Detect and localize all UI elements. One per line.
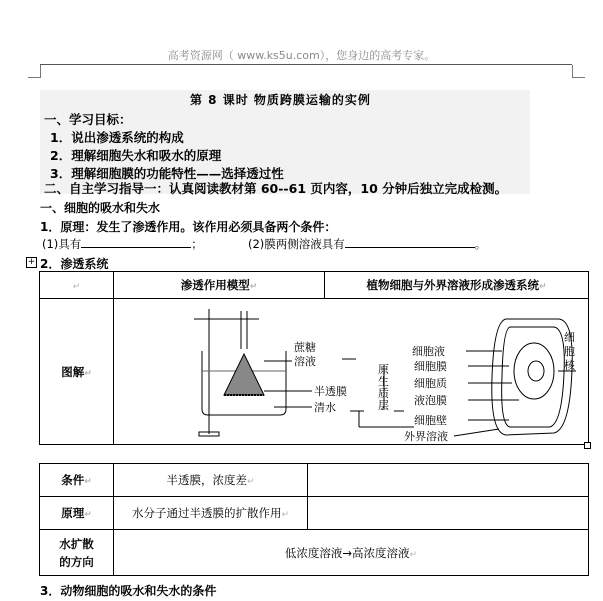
conditions-table xyxy=(39,463,589,576)
condition-1-end: ； xyxy=(191,237,203,251)
page-header: 高考资源网（ www.ks5u.com），您身边的高考专家。 xyxy=(167,49,436,62)
empty-cell-1 xyxy=(308,464,589,497)
cell-mark-icon: ↵ xyxy=(246,477,255,487)
header-osmosis-model xyxy=(114,272,325,299)
header-plant-cell-system-label: 植物细胞与外界溶液形成渗透系统 xyxy=(366,278,539,292)
row-label-direction-line1: 水扩散 xyxy=(59,536,94,551)
vacuole xyxy=(514,343,554,399)
label-layer-char-1: 原 xyxy=(378,363,389,376)
label-layer-char-4: 层 xyxy=(378,399,389,412)
condition-2 xyxy=(248,236,486,252)
condition-2-prefix: (2)膜两侧溶液具有 xyxy=(248,237,345,251)
value-condition-text: 半透膜，浓度差 xyxy=(166,473,247,487)
section1-title: 一、细胞的吸水和失水 xyxy=(40,201,161,215)
condition-2-end: 。 xyxy=(474,237,487,251)
principle-line: 1．原理：发生了渗透作用。该作用必须具备两个条件： xyxy=(40,220,337,234)
row-label-condition-text: 条件 xyxy=(61,473,85,487)
value-direction xyxy=(114,530,589,576)
header-plant-cell-system xyxy=(325,272,589,299)
label-layer-char-3: 质 xyxy=(378,387,389,400)
label-cell-sap: 细胞液 xyxy=(412,345,445,358)
condition-1-blank[interactable] xyxy=(81,237,191,248)
row-label-principle xyxy=(40,497,114,530)
row-label-direction-line2: 的方向 xyxy=(59,554,94,569)
objective-1: 1．说出渗透系统的构成 xyxy=(50,130,184,145)
label-cell-membrane: 细胞膜 xyxy=(414,360,447,373)
value-direction-text: 低浓度溶液→高浓度溶液 xyxy=(284,545,410,560)
label-semipermeable-membrane: 半透膜 xyxy=(314,385,347,398)
objectives-heading: 一、学习目标： xyxy=(44,112,132,127)
plant-cell-membrane xyxy=(502,327,565,427)
cell-mark-icon: ↵ xyxy=(409,549,418,560)
margin-corner-tr xyxy=(572,65,585,78)
nucleus xyxy=(528,361,544,381)
condition-2-blank[interactable] xyxy=(345,237,475,248)
cell-mark-icon: ↵ xyxy=(72,282,81,292)
label-nucleus-char-1: 细 xyxy=(564,331,575,344)
sugar-solution-funnel xyxy=(224,354,264,395)
lesson-title: 第 8 课时 物质跨膜运输的实例 xyxy=(190,93,371,107)
osmosis-diagram xyxy=(114,299,588,444)
osmosis-table xyxy=(39,271,589,445)
label-clear-water: 清水 xyxy=(314,401,336,414)
label-nucleus-char-2: 胞 xyxy=(564,345,575,358)
cell-mark-icon: ↵ xyxy=(84,510,92,520)
diagram-row-label xyxy=(40,299,114,445)
label-external-solution: 外界溶液 xyxy=(404,430,448,443)
item-osmotic-system: 2．渗透系统 xyxy=(40,257,109,271)
diagram-cell xyxy=(114,299,589,445)
label-vacuole-membrane: 液泡膜 xyxy=(414,394,447,407)
diagram-row-label-text: 图解 xyxy=(61,364,85,379)
label-cell-wall: 细胞壁 xyxy=(414,414,447,427)
row-label-direction xyxy=(40,530,114,576)
table1-corner-cell xyxy=(40,272,114,299)
label-nucleus-char-3: 核 xyxy=(564,359,575,372)
value-condition xyxy=(114,464,308,497)
cell-mark-icon: ↵ xyxy=(249,282,258,292)
cell-mark-icon: ↵ xyxy=(281,510,290,520)
header-rule xyxy=(40,64,572,65)
condition-1 xyxy=(42,236,203,252)
empty-cell-2 xyxy=(308,497,589,530)
objective-2: 2．理解细胞失水和吸水的原理 xyxy=(50,148,222,163)
label-cytoplasm: 细胞质 xyxy=(414,377,447,390)
cell-mark-icon: ↵ xyxy=(538,282,547,292)
margin-corner-tl xyxy=(28,65,41,78)
row-label-principle-text: 原理 xyxy=(61,506,85,520)
table-move-handle-icon[interactable]: + xyxy=(27,257,36,267)
label-sucrose: 蔗糖 xyxy=(294,341,316,354)
cell-mark-icon: ↵ xyxy=(84,368,92,379)
value-principle-text: 水分子通过半透膜的扩散作用 xyxy=(131,506,282,520)
value-principle xyxy=(114,497,308,530)
study-guide: 二、自主学习指导一：认真阅读教材第 60--61 页内容，10 分钟后独立完成检测。 xyxy=(44,181,508,196)
table-resize-handle-icon[interactable] xyxy=(584,442,591,449)
condition-1-prefix: (1)具有 xyxy=(42,237,82,251)
label-solution: 溶液 xyxy=(294,355,316,368)
header-osmosis-model-label: 渗透作用模型 xyxy=(180,278,250,292)
cell-mark-icon: ↵ xyxy=(84,477,92,487)
label-layer-char-2: 生 xyxy=(378,375,389,388)
objective-3: 3．理解细胞膜的功能特性——选择透过性 xyxy=(50,166,284,181)
row-label-condition xyxy=(40,464,114,497)
section3-title: 3．动物细胞的吸水和失水的条件 xyxy=(40,584,217,598)
